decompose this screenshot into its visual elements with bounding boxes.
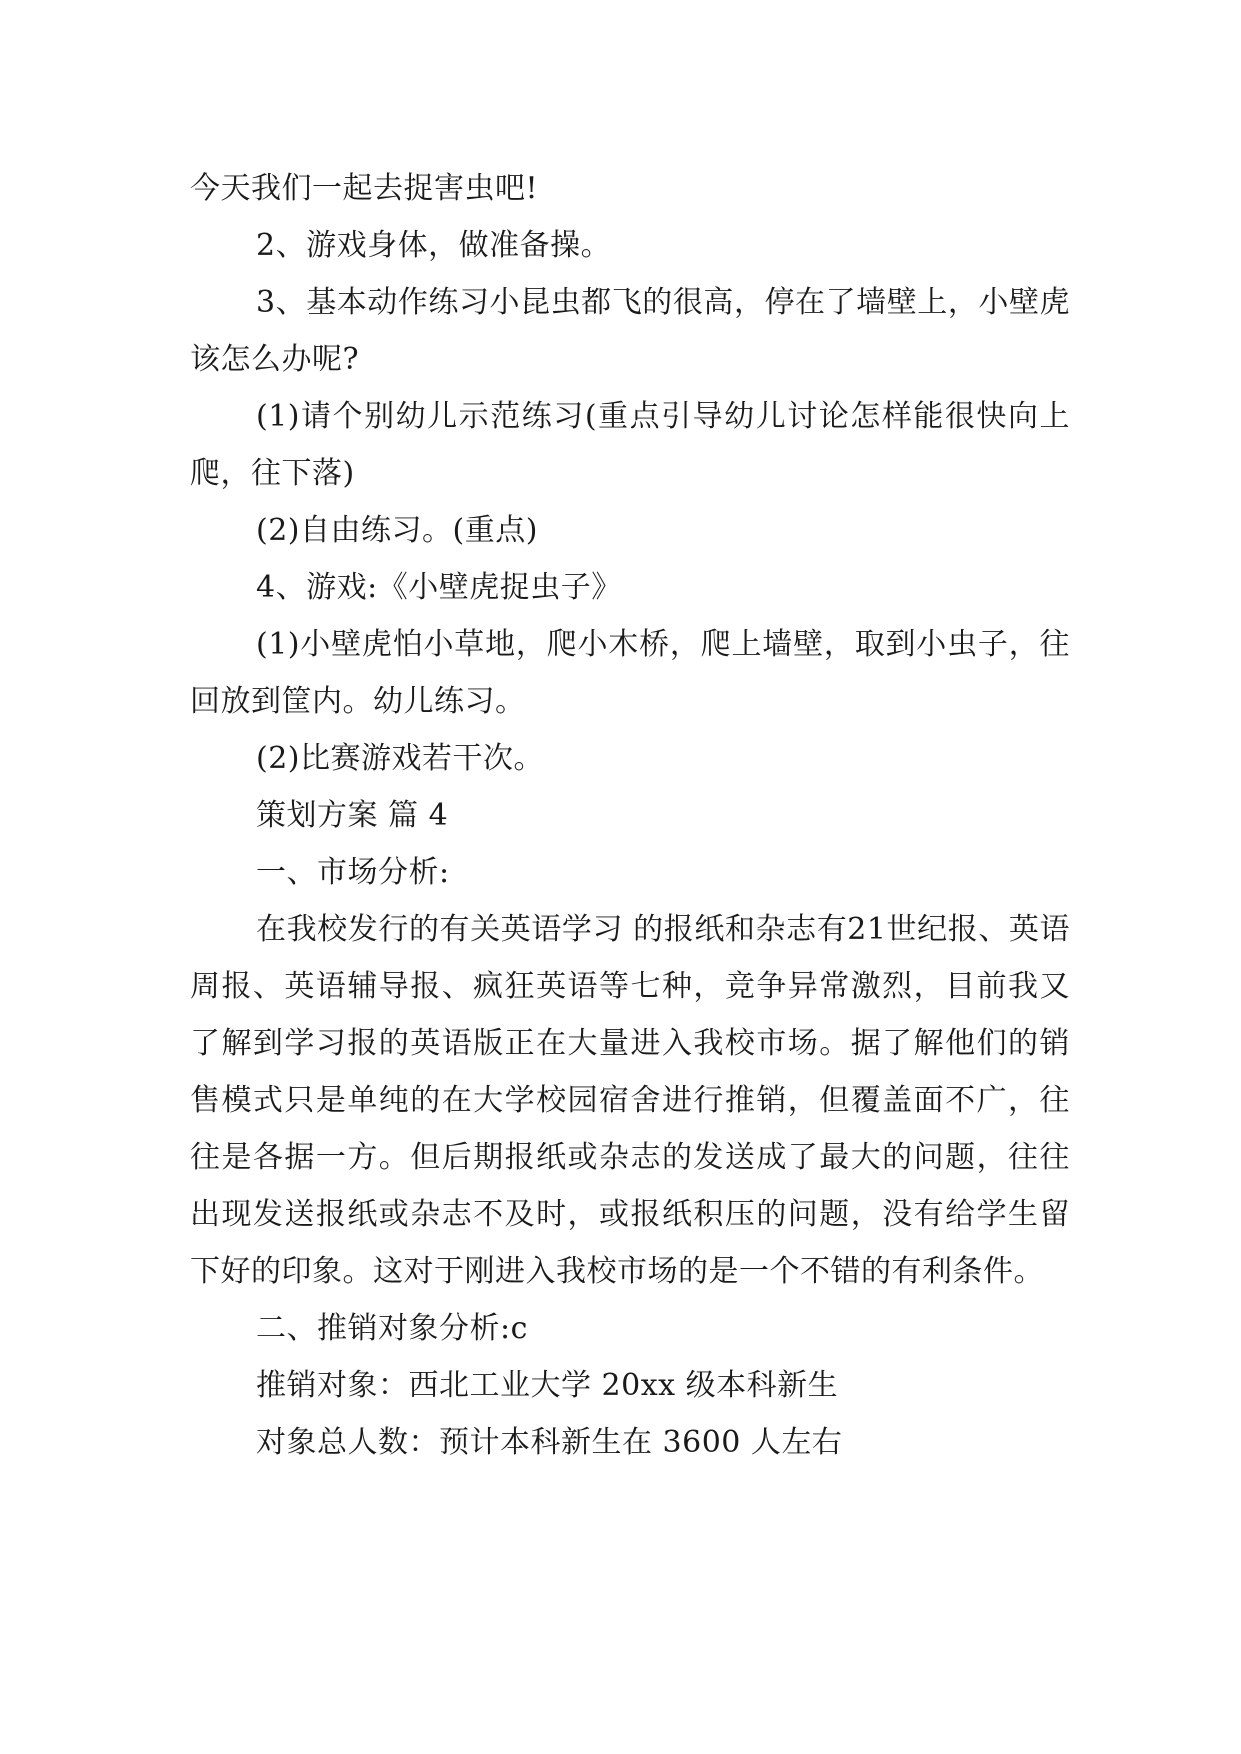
paragraph: 今天我们一起去捉害虫吧! xyxy=(190,171,539,206)
paragraph: 在我校发行的有关英语学习 的报纸和杂志有21世纪报、英语周报、英语辅导报、疯狂英语等七种，竞争异常激烈，目前我又了解到学习报的英语版正在大量进入我校市场。据了解他们的销售模式只是单纯的在大学校园宿舍进行推销，但覆盖面不广，往往是各据一方。但后期报纸或杂志的发送成了最大的问题，往往出现发送报纸或杂志不及时，或报纸积压的问题，没有给学生留下好的印象。这对于刚进入我校市场的是一个不错的有利条件。 xyxy=(190,912,1070,1289)
paragraph: (2)比赛游戏若干次。 xyxy=(256,741,544,776)
paragraph: 4、游戏:《小壁虎捉虫子》 xyxy=(256,570,622,605)
paragraph: 2、游戏身体，做准备操。 xyxy=(256,228,612,263)
paragraph: 对象总人数：预计本科新生在 3600 人左右 xyxy=(256,1425,843,1460)
paragraph: 3、基本动作练习小昆虫都飞的很高，停在了墙壁上，小壁虎该怎么办呢? xyxy=(190,285,1070,377)
subsection-heading: 二、推销对象分析:c xyxy=(256,1311,528,1346)
section-heading: 策划方案 篇 4 xyxy=(256,798,449,833)
paragraph: (1)请个别幼儿示范练习(重点引导幼儿讨论怎样能很快向上爬，往下落) xyxy=(190,399,1070,491)
subsection-heading: 一、市场分析: xyxy=(256,855,450,890)
paragraph: (2)自由练习。(重点) xyxy=(256,513,538,548)
paragraph: (1)小壁虎怕小草地，爬小木桥，爬上墙壁，取到小虫子，往回放到筐内。幼儿练习。 xyxy=(190,627,1070,719)
paragraph: 推销对象：西北工业大学 20xx 级本科新生 xyxy=(256,1368,839,1403)
document-body xyxy=(190,160,1070,1471)
